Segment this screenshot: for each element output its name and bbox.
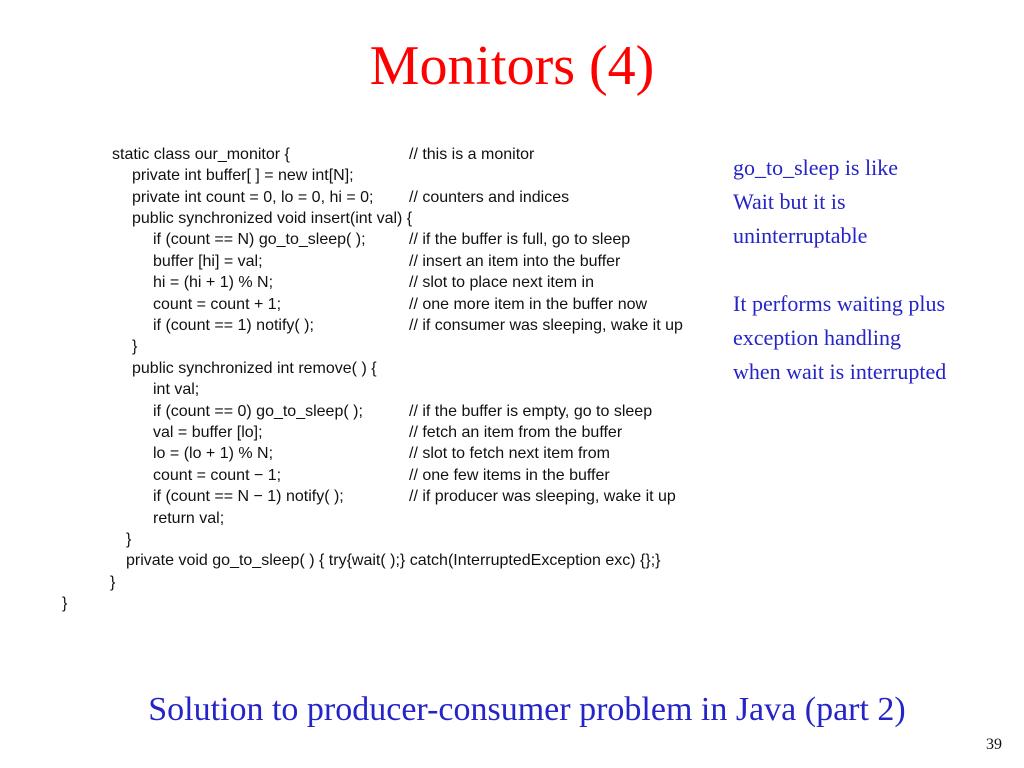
code-line <box>0 572 740 593</box>
code-comment: // if consumer was sleeping, wake it up <box>409 317 683 334</box>
code-line <box>0 144 740 165</box>
note-line: It performs waiting plus <box>733 291 946 316</box>
code-comment: // insert an item into the buffer <box>409 253 621 270</box>
code-text: } <box>62 595 68 612</box>
code-text: public synchronized void insert(int val) { <box>132 210 413 227</box>
code-text: buffer [hi] = val; <box>153 253 263 270</box>
code-line <box>0 229 740 250</box>
note-line: uninterruptable <box>733 223 868 248</box>
code-comment: // fetch an item from the buffer <box>409 424 623 441</box>
code-line <box>0 294 740 315</box>
code-text: } <box>126 531 132 548</box>
code-text: if (count == 0) go_to_sleep( ); <box>153 403 363 420</box>
code-line <box>0 443 740 464</box>
page-number: 39 <box>986 736 1002 753</box>
note-line: go_to_sleep is like <box>733 155 898 180</box>
code-comment: // slot to fetch next item from <box>409 445 610 462</box>
code-line <box>0 187 740 208</box>
side-note-exception <box>733 287 1019 389</box>
code-text: private void go_to_sleep( ) { try{wait( );} catch(InterruptedException exc) {};} <box>126 552 661 569</box>
code-text: private int count = 0, lo = 0, hi = 0; <box>132 189 374 206</box>
code-line <box>0 465 740 486</box>
code-text: if (count == N − 1) notify( ); <box>153 488 344 505</box>
code-line <box>0 336 740 357</box>
code-text: hi = (hi + 1) % N; <box>153 274 274 291</box>
note-line: when wait is interrupted <box>733 359 947 384</box>
code-line <box>0 422 740 443</box>
code-text: if (count == N) go_to_sleep( ); <box>153 231 366 248</box>
code-text: lo = (lo + 1) % N; <box>153 445 274 462</box>
code-comment: // if the buffer is full, go to sleep <box>409 231 631 248</box>
code-line <box>0 358 740 379</box>
code-line <box>0 529 740 550</box>
code-line <box>0 379 740 400</box>
slide-title: Monitors (4) <box>369 35 655 97</box>
note-line: Wait but it is <box>733 189 846 214</box>
code-line <box>0 251 740 272</box>
code-line <box>0 486 740 507</box>
code-listing <box>0 144 740 624</box>
code-line <box>0 508 740 529</box>
code-text: int val; <box>153 381 200 398</box>
code-line <box>0 208 740 229</box>
code-text: } <box>132 338 138 355</box>
code-comment: // this is a monitor <box>409 146 535 163</box>
code-text: if (count == 1) notify( ); <box>153 317 314 334</box>
code-text: static class our_monitor { <box>112 146 290 163</box>
code-text: private int buffer[ ] = new int[N]; <box>132 167 354 184</box>
code-comment: // slot to place next item in <box>409 274 594 291</box>
code-text: } <box>110 574 116 591</box>
code-line <box>0 315 740 336</box>
code-comment: // one few items in the buffer <box>409 467 610 484</box>
code-text: val = buffer [lo]; <box>153 424 263 441</box>
slide-caption: Solution to producer-consumer problem in Java (part 2) <box>148 691 906 728</box>
code-comment: // counters and indices <box>409 189 570 206</box>
note-line: exception handling <box>733 325 902 350</box>
code-line <box>0 272 740 293</box>
code-line <box>0 550 740 571</box>
code-text: public synchronized int remove( ) { <box>132 360 377 377</box>
code-line <box>0 593 740 614</box>
code-text: return val; <box>153 510 225 527</box>
code-line <box>0 401 740 422</box>
code-text: count = count − 1; <box>153 467 282 484</box>
code-comment: // if producer was sleeping, wake it up <box>409 488 676 505</box>
side-note-sleep <box>733 151 1019 253</box>
code-text: count = count + 1; <box>153 296 282 313</box>
code-comment: // one more item in the buffer now <box>409 296 648 313</box>
code-line <box>0 165 740 186</box>
code-comment: // if the buffer is empty, go to sleep <box>409 403 653 420</box>
